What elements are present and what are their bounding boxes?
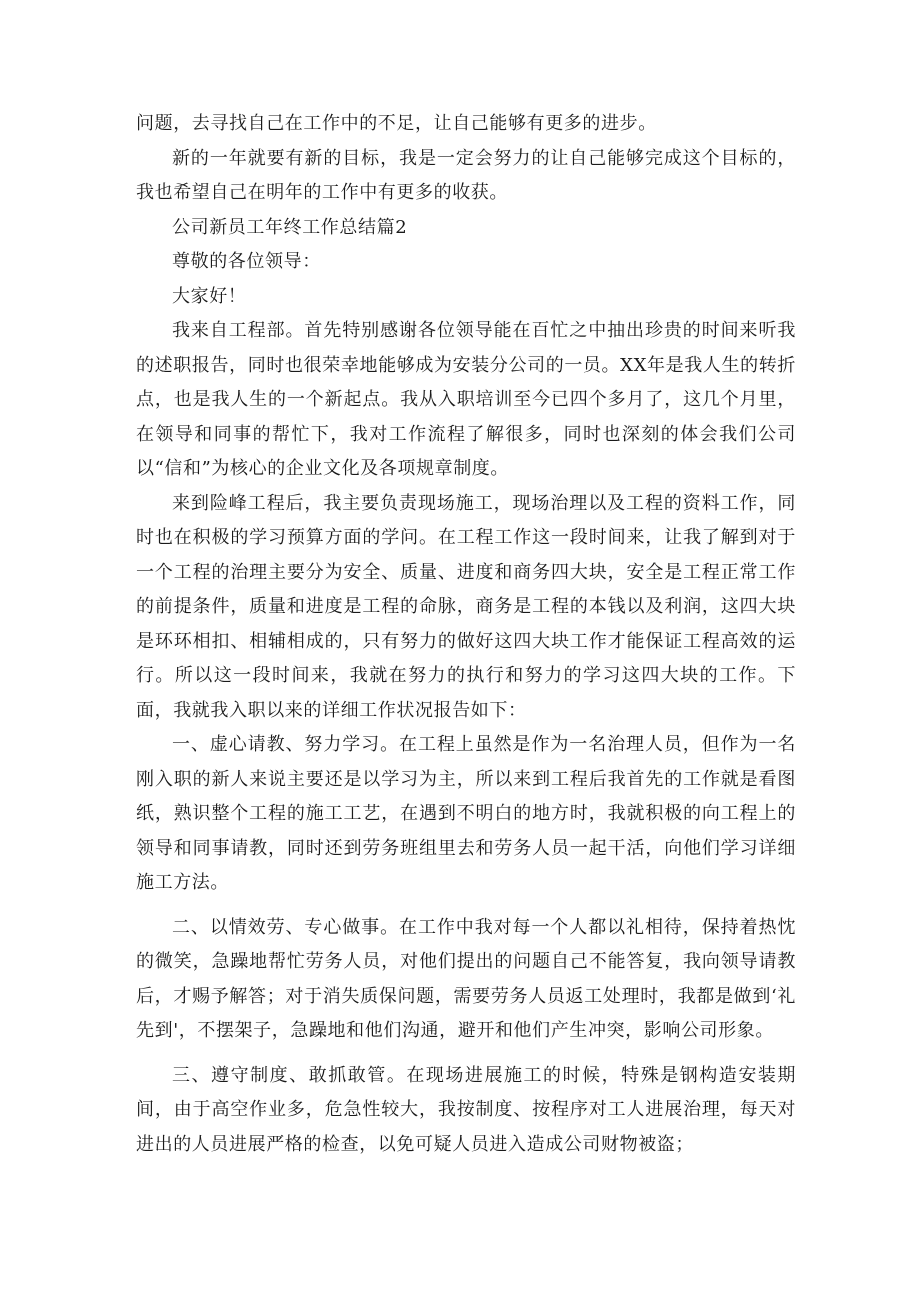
- greeting: 大家好！: [172, 285, 247, 307]
- document-body: [136, 107, 796, 1162]
- section-heading: 公司新员工年终工作总结篇2: [172, 216, 408, 238]
- paragraph-responsibilities: 来到险峰工程后，我主要负责现场施工，现场治理以及工程的资料工作，同时也在积极的学习预算方面的学问。在工程工作这一段时间来，让我了解到对于一个工程的治理主要分为安全、质量、进度和商务四大块，安全是工程正常工作的前提条件，质量和进度是工程的命脉，商务是工程的本钱以及利润，这四大块是环环相扣、相辅相成的，只有努力的做好这四大块工作才能保证工程高效的运行。所以这一段时间来，我就在努力的执行和努力的学习这四大块的工作。下面，我就我入职以来的详细工作状况报告如下：: [136, 492, 796, 721]
- salutation: 尊敬的各位领导：: [172, 251, 321, 272]
- paragraph-point-one: 一、虚心请教、努力学习。在工程上虽然是作为一名治理人员，但作为一名刚入职的新人来说主要还是以学习为主，所以来到工程后我首先的工作就是看图纸，熟识整个工程的施工工艺，在遇到不明白的地方时，我就积极的向工程上的领导和同事请教，同时还到劳务班组里去和劳务人员一起干活，向他们学习详细施工方法。: [136, 734, 796, 893]
- paragraph-new-year-goal: 新的一年就要有新的目标，我是一定会努力的让自己能够完成这个目标的，我也希望自己在明年的工作中有更多的收获。: [136, 147, 796, 203]
- paragraph-point-two: 二、以情效劳、专心做事。在工作中我对每一个人都以礼相待，保持着热忱的微笑，急躁地帮忙劳务人员，对他们提出的问题自己不能答复，我向领导请教后，才赐予解答；对于消失质保问题，需要劳务人员返工处理时，我都是做到‘礼先到'，不摆架子，急躁地和他们沟通，避开和他们产生冲突，影响公司形象。: [136, 916, 796, 1041]
- paragraph-continuation: 问题，去寻找自己在工作中的不足，让自己能够有更多的进步。: [136, 113, 657, 134]
- paragraph-point-three: 三、遵守制度、敢抓敢管。在现场进展施工的时候，特殊是钢构造安装期间，由于高空作业多，危急性较大，我按制度、按程序对工人进展治理，每天对进出的人员进展严格的检查，以免可疑人员进入造成公司财物被盗；: [136, 1064, 796, 1155]
- paragraph-introduction: 我来自工程部。首先特别感谢各位领导能在百忙之中抽出珍贵的时间来听我的述职报告，同时也很荣幸地能够成为安装分公司的一员。XX年是我人生的转折点，也是我人生的一个新起点。我从入职培训至今已四个多月了，这几个月里，在领导和同事的帮忙下，我对工作流程了解很多，同时也深刻的体会我们公司以“信和”为核心的企业文化及各项规章制度。: [136, 320, 796, 479]
